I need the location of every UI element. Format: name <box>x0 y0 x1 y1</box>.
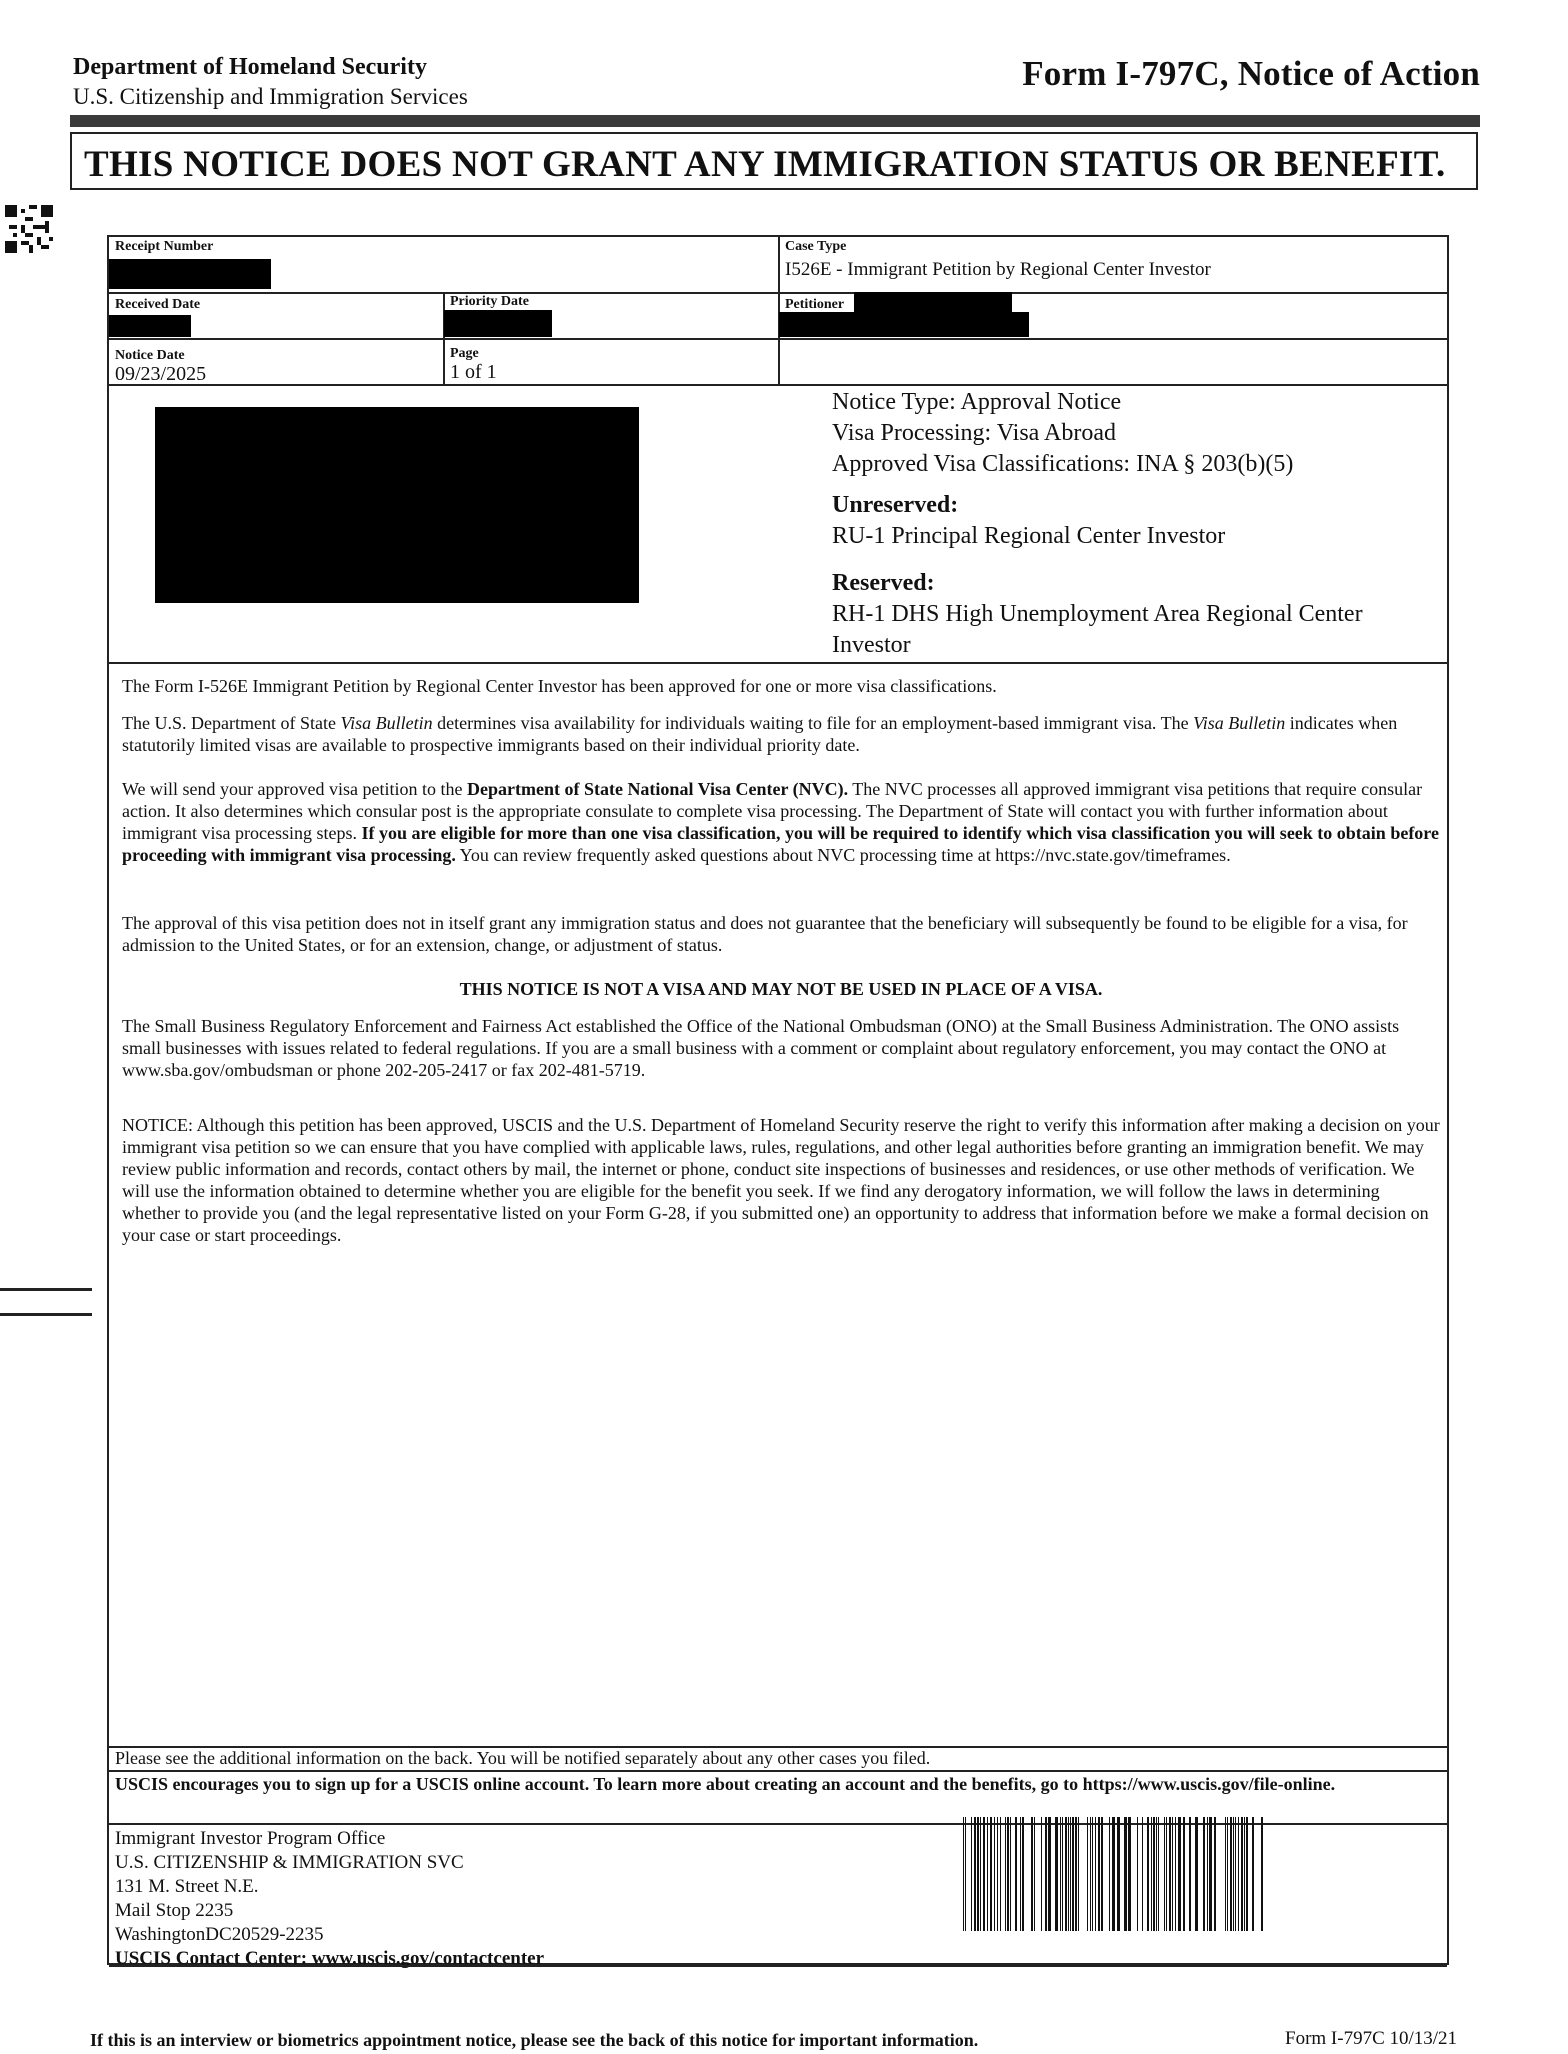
body-paragraph-3: We will send your approved visa petition to the Department of State National Visa Center (NVC). The NVC processes all approved immigrant visa petitions that require consular action. It also determines which consular post is the appropriate consulate to complete visa processing. The Department of State will contact you with further information about immigrant visa processing steps. If you are eligible for more than one visa classification, you will be required to identify which visa classification you will seek to obtain before proceeding with immigrant visa processing. You can review frequently asked questions about NVC processing time at https://nvc.state.gov/timeframes. <box>122 779 1439 865</box>
margin-mark <box>0 1313 92 1316</box>
approved-classifications: Approved Visa Classifications: INA § 203(b)(5) <box>832 451 1294 477</box>
redacted-received-date <box>109 315 191 337</box>
contact-center: USCIS Contact Center: www.uscis.gov/contactcenter <box>115 1948 545 1969</box>
office-mail-stop: Mail Stop 2235 <box>115 1900 234 1921</box>
status-banner <box>70 132 1478 190</box>
redacted-petitioner <box>854 292 1012 312</box>
unreserved-heading: Unreserved: <box>832 492 959 518</box>
body-paragraph-4: The approval of this visa petition does not in itself grant any immigration status and does not guarantee that the beneficiary will subsequently be found to be eligible for a visa, for admission to the United States, or for an extension, change, or adjustment of status. <box>122 913 1408 955</box>
notice-date-label: Notice Date <box>115 348 185 363</box>
margin-mark <box>0 1288 92 1291</box>
redacted-receipt-number <box>109 259 271 289</box>
header-rule <box>70 115 1480 127</box>
page-value: 1 of 1 <box>450 361 497 383</box>
bottom-note: If this is an interview or biometrics appointment notice, please see the back of this notice for important information. <box>90 2030 979 2050</box>
reserved-heading: Reserved: <box>832 570 935 596</box>
not-a-visa-statement: THIS NOTICE IS NOT A VISA AND MAY NOT BE USED IN PLACE OF A VISA. <box>459 979 1103 999</box>
body-paragraph-7: NOTICE: Although this petition has been approved, USCIS and the U.S. Department of Homeland Security reserve the right to verify this information after making a decision on your immigrant visa petition so we can ensure that you have complied with applicable laws, rules, regulations, and other legal authorities before granting an immigration benefit. We may review public information and records, contact others by mail, the internet or phone, conduct site inspections of businesses and residences, or use other methods of verification. We will use the information obtained to determine whether you are eligible for the benefit you seek. If we find any derogatory information, we will follow the laws in determining whether to provide you (and the legal representative listed on your Form G-28, if you submitted one) an opportunity to address that information before we make a formal decision on your case or start proceedings. <box>122 1115 1440 1245</box>
form-title: Form I-797C, Notice of Action <box>1022 54 1480 93</box>
priority-date-label: Priority Date <box>450 294 529 309</box>
case-type-label: Case Type <box>785 239 847 254</box>
received-date-label: Received Date <box>115 297 201 312</box>
petitioner-label: Petitioner <box>785 297 845 312</box>
reserved-value-line1: RH-1 DHS High Unemployment Area Regional Center <box>832 601 1363 627</box>
redacted-address-block <box>155 407 639 603</box>
reserved-value-line2: Investor <box>832 632 911 658</box>
notice-type: Notice Type: Approval Notice <box>832 389 1122 415</box>
unreserved-value: RU-1 Principal Regional Center Investor <box>832 523 1226 549</box>
sub-agency-name: U.S. Citizenship and Immigration Services <box>73 84 468 109</box>
redacted-petitioner <box>779 312 1029 337</box>
notice-form <box>107 235 1449 1969</box>
barcode-icon <box>963 1817 1271 1931</box>
office-name: Immigrant Investor Program Office <box>115 1828 386 1849</box>
redacted-priority-date <box>444 310 552 337</box>
visa-processing: Visa Processing: Visa Abroad <box>832 420 1116 446</box>
qr-code-icon <box>5 205 53 253</box>
notice-date-value: 09/23/2025 <box>115 363 207 385</box>
body-paragraph-6: The Small Business Regulatory Enforcement and Fairness Act established the Office of the National Ombudsman (ONO) at the Small Business Administration. The ONO assists small businesses with issues related to federal regulations. If you are a small business with a comment or complaint about regulatory enforcement, you may contact the ONO at www.sba.gov/ombudsman or phone 202-205-2417 or fax 202-481-5719. <box>122 1016 1400 1080</box>
agency-name: Department of Homeland Security <box>73 54 427 80</box>
page-label: Page <box>450 346 479 361</box>
body-paragraph-1: The Form I-526E Immigrant Petition by Regional Center Investor has been approved for one or more visa classifications. <box>122 676 997 696</box>
office-street: 131 M. Street N.E. <box>115 1876 259 1897</box>
online-account-text: USCIS encourages you to sign up for a USCIS online account. To learn more about creating an account and the benefits, go to https://www.uscis.gov/file-online. <box>115 1774 1336 1794</box>
form-identifier: Form I-797C 10/13/21 <box>1285 2028 1458 2049</box>
banner-text: THIS NOTICE DOES NOT GRANT ANY IMMIGRATION STATUS OR BENEFIT. <box>84 144 1446 185</box>
additional-info-text: Please see the additional information on the back. You will be notified separately about any other cases you filed. <box>115 1748 931 1768</box>
receipt-number-label: Receipt Number <box>115 239 214 254</box>
body-paragraph-2: The U.S. Department of State Visa Bulletin determines visa availability for individuals waiting to file for an employment-based immigrant visa. The Visa Bulletin indicates when statutorily limited visas are available to prospective immigrants based on their individual priority date. <box>122 713 1398 755</box>
office-agency: U.S. CITIZENSHIP & IMMIGRATION SVC <box>115 1852 464 1873</box>
case-type-value: I526E - Immigrant Petition by Regional Center Investor <box>785 259 1211 280</box>
office-city: WashingtonDC20529-2235 <box>115 1924 324 1945</box>
